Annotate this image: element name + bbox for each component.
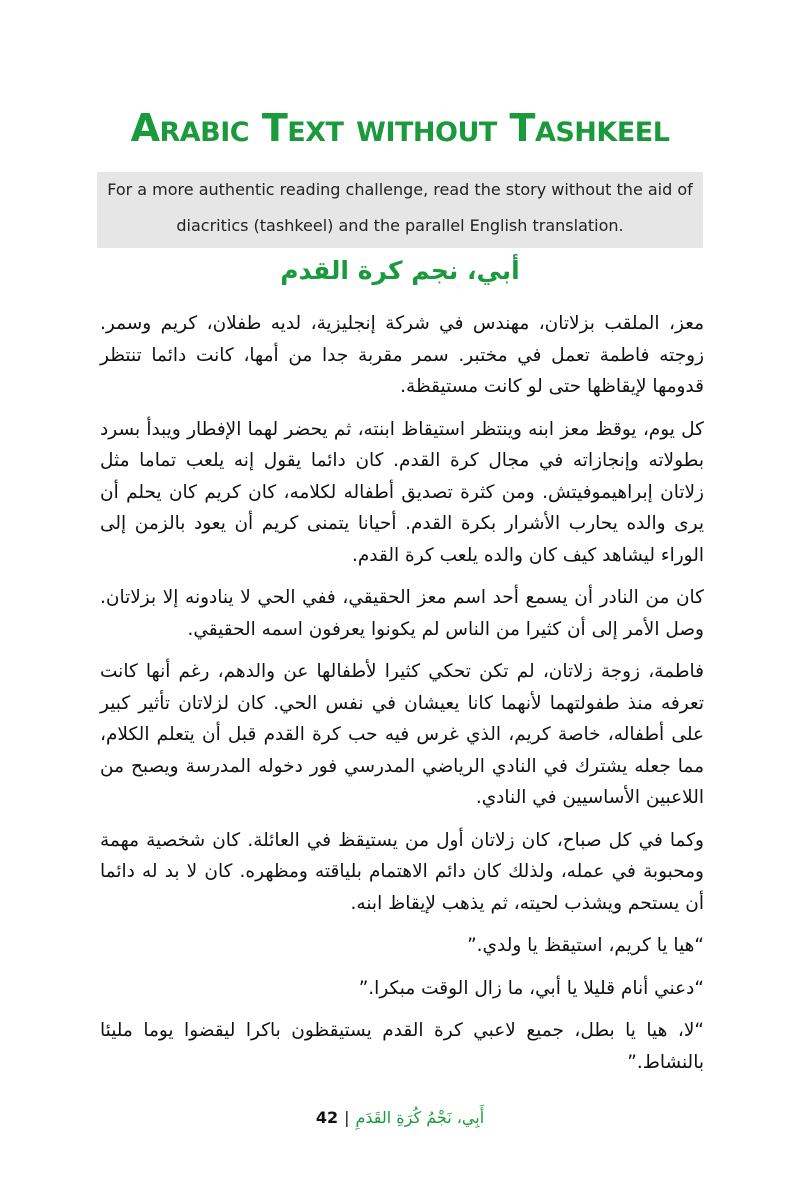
paragraph: كل يوم، يوقظ معز ابنه وينتظر استيقاظ ابنته، ثم يحضر لهما الإفطار ويبدأ بسرد بطولاته وإنجازاته في مجال كرة القدم. كان دائما يقول إنه يلعب تماما مثل زلاتان إبراهيموفيتش. ومن كثرة تصديق أطفاله لكلامه، كان كريم كان يحلم أن يرى والده يحارب الأشرار بكرة القدم. أحيانا يتمنى كريم أن يعود بالزمن إلى الوراء ليشاهد كيف كان والده يلعب كرة القدم. [100, 418, 704, 566]
page-number: 42 [315, 1108, 339, 1127]
paragraph: فاطمة، زوجة زلاتان، لم تكن تحكي كثيرا لأطفالها عن والدهم، رغم أنها كانت تعرفه منذ طفولتهما لأنهما كانا يعيشان في نفس الحي. كان لزلاتان تأثير كبير على أطفاله، خاصة كريم، الذي غرس فيه حب كرة القدم قبل أن يتعلم الكلام، مما جعله يشترك في النادي الرياضي المدرسي فور دخوله المدرسة ويصبح من اللاعبين الأساسيين في النادي. [100, 661, 704, 808]
page-footer [0, 1108, 800, 1127]
section-title: Arabic Text without Tashkeel [130, 106, 670, 150]
paragraph: وكما في كل صباح، كان زلاتان أول من يستيقظ في العائلة. كان شخصية مهمة ومحبوبة في عمله، ولذلك كان دائم الاهتمام بلياقته ومظهره. كان لا بد له دائما أن يستحم ويشذب لحيته، ثم يذهب لإيقاظ ابنه. [100, 829, 704, 914]
footer-separator: | [344, 1108, 350, 1127]
paragraph: كان من النادر أن يسمع أحد اسم معز الحقيقي، ففي الحي لا ينادونه إلا بزلاتان. وصل الأمر إلى أن كثيرا من الناس لم يكونوا يعرفون اسمه الحقيقي. [100, 587, 704, 640]
story-title: أبي، نجم كرة القدم [280, 256, 520, 285]
intro-box: For a more authentic reading challenge, read the story without the aid of diacritics (tashkeel) and the parallel English translation. [97, 172, 703, 248]
dialogue-line: “هيا يا كريم، استيقظ يا ولدي.” [467, 935, 704, 956]
dialogue-line: “لا، هيا يا بطل، جميع لاعبي كرة القدم يستيقظون باكرا ليقضوا يوما مليئا بالنشاط.” [100, 1020, 704, 1073]
running-title: أَبِي، نَجْمُ كُرَةِ القَدَمِ [355, 1108, 485, 1127]
paragraph: معز، الملقب بزلاتان، مهندس في شركة إنجليزية، لديه طفلان، كريم وسمر. زوجته فاطمة تعمل في مختبر. سمر مقربة جدا من أمها، كانت دائما تنتظر قدومها لإيقاظها حتى لو كانت مستيقظة. [100, 313, 704, 397]
dialogue-line: “دعني أنام قليلا يا أبي، ما زال الوقت مبكرا.” [358, 977, 704, 999]
story-body [100, 308, 704, 1089]
